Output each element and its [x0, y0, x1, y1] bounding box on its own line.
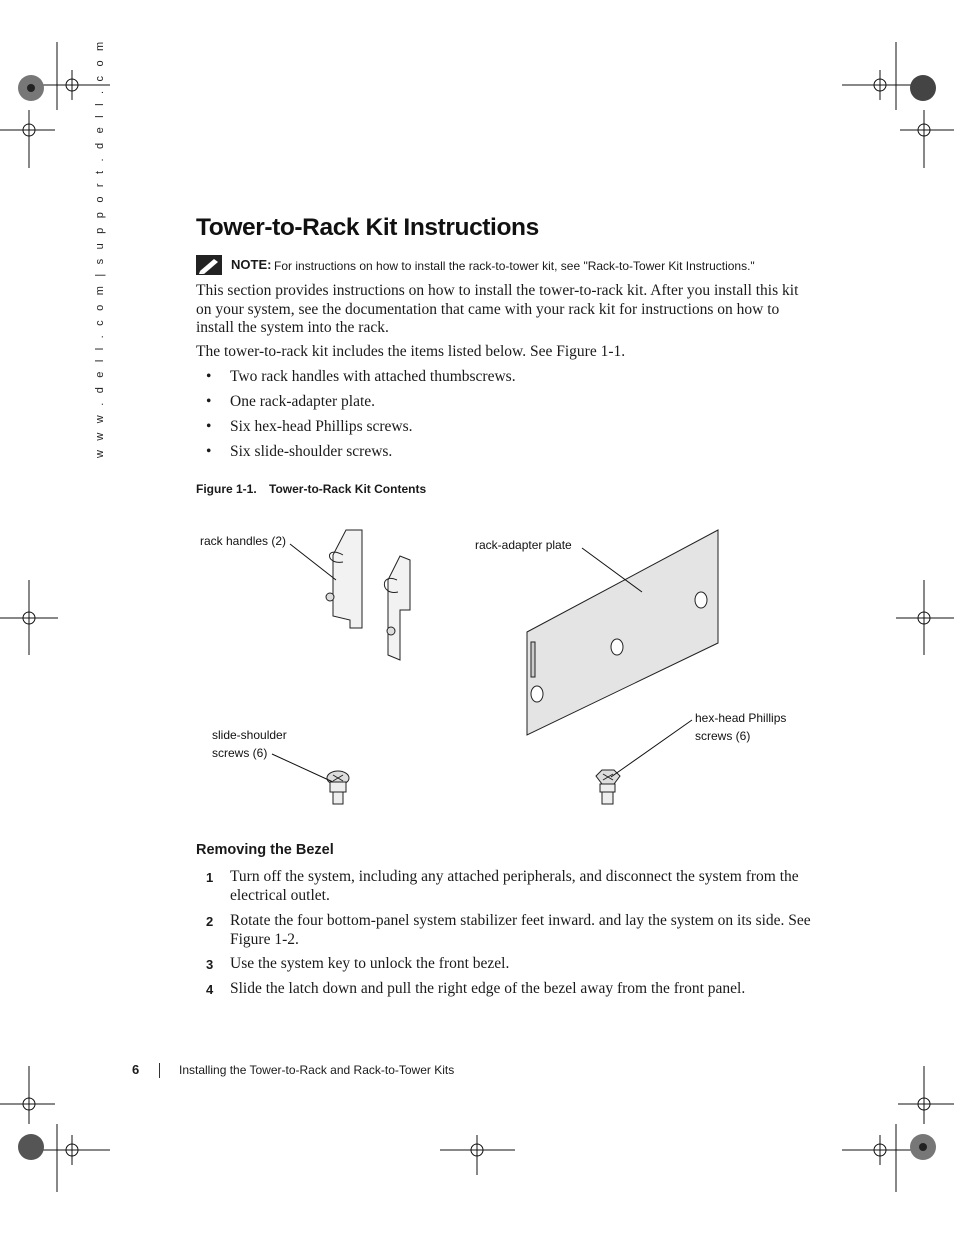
- hex-head-screw-shape: [596, 770, 620, 804]
- step-text: Use the system key to unlock the front bezel.: [230, 955, 510, 972]
- bullet-icon: •: [206, 368, 212, 385]
- figure-caption: [196, 482, 426, 496]
- callout-slide-shoulder-line2: screws (6): [212, 746, 268, 760]
- leader-slide-shoulder: [272, 754, 333, 782]
- figure-illustration: [0, 520, 954, 820]
- footer-chapter-title: Installing the Tower-to-Rack and Rack-to-Tower Kits: [179, 1063, 455, 1077]
- leader-rack-adapter: [582, 548, 642, 592]
- page-title: Tower-to-Rack Kit Instructions: [196, 214, 539, 241]
- step-item: [206, 980, 816, 999]
- step-item: [206, 868, 816, 905]
- intro-paragraph: This section provides instructions on how to install the tower-to-rack kit. After you install this kit on your system, see the documentation that came with your rack kit for instructions on how to install the system into the rack.: [196, 282, 799, 336]
- note-pencil-icon: [196, 255, 222, 275]
- kit-paragraph: The tower-to-rack kit includes the items listed below. See Figure 1-1.: [196, 343, 626, 360]
- note-text: For instructions on how to install the rack-to-tower kit, see "Rack-to-Tower Kit Instructions.": [274, 259, 755, 273]
- side-url: w w w . d e l l . c o m | s u p p o r t . d e l l . c o m: [94, 38, 106, 458]
- callout-rack-adapter-plate: rack-adapter plate: [475, 538, 572, 552]
- list-item-text: One rack-adapter plate.: [230, 393, 376, 410]
- bullet-icon: •: [206, 393, 212, 410]
- leader-rack-handles: [290, 544, 336, 580]
- step-text: Slide the latch down and pull the right edge of the bezel away from the front panel.: [230, 980, 746, 997]
- bullet-icon: •: [206, 443, 212, 460]
- leader-hex-head: [611, 720, 692, 777]
- step-number: 2: [206, 914, 214, 929]
- rack-adapter-plate-shape: [527, 530, 718, 735]
- step-item: [206, 912, 816, 949]
- figure-number: Figure 1-1.: [196, 482, 257, 496]
- note-label: NOTE:: [231, 257, 272, 272]
- step-text: Rotate the four bottom-panel system stabilizer feet inward. and lay the system on its side. See Figure 1-2.: [230, 912, 811, 948]
- list-item-text: Six slide-shoulder screws.: [230, 443, 393, 460]
- callout-rack-handles: rack handles (2): [200, 534, 287, 548]
- slide-shoulder-screw-shape: [327, 771, 349, 804]
- callout-slide-shoulder-line1: slide-shoulder: [212, 728, 287, 742]
- step-text: Turn off the system, including any attached peripherals, and disconnect the system from the electrical outlet.: [230, 868, 799, 904]
- bullet-icon: •: [206, 418, 212, 435]
- step-number: 3: [206, 957, 214, 972]
- figure-title: Tower-to-Rack Kit Contents: [269, 482, 427, 496]
- rack-handle-left: [333, 530, 362, 628]
- section-heading: Removing the Bezel: [196, 842, 334, 858]
- list-item-text: Two rack handles with attached thumbscrews.: [230, 368, 516, 385]
- footer-divider: [159, 1063, 160, 1078]
- callout-hex-head-line2: screws (6): [695, 729, 751, 743]
- callout-hex-head-line1: hex-head Phillips: [695, 711, 787, 725]
- rack-handle-right: [388, 556, 410, 660]
- step-item: [206, 955, 816, 974]
- step-number: 1: [206, 870, 214, 885]
- list-item-text: Six hex-head Phillips screws.: [230, 418, 413, 435]
- page-number: 6: [132, 1062, 140, 1077]
- step-number: 4: [206, 982, 214, 997]
